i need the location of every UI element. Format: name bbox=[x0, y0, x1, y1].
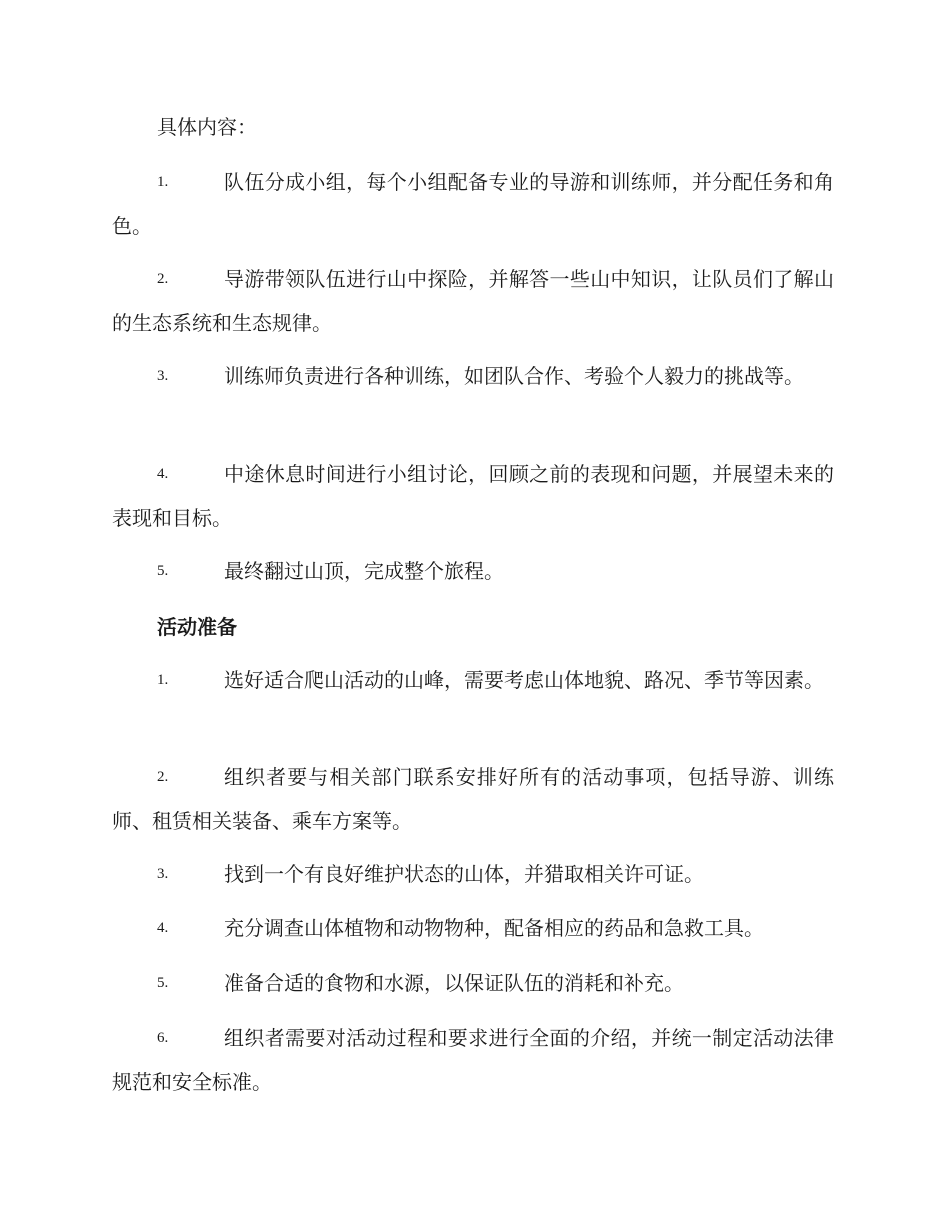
list-number: 3. bbox=[157, 866, 169, 882]
list-text: 中途休息时间进行小组讨论，回顾之前的表现和问题，并展望未来的表现和目标。 bbox=[112, 462, 834, 530]
list-number: 5. bbox=[157, 975, 169, 991]
list-text: 找到一个有良好维护状态的山体，并猎取相关许可证。 bbox=[224, 862, 704, 886]
section-heading-preparation: 活动准备 bbox=[157, 615, 237, 639]
list-item bbox=[112, 160, 834, 248]
list-number: 4. bbox=[157, 466, 169, 482]
list-item bbox=[112, 549, 834, 593]
list-item bbox=[112, 658, 834, 702]
list-item bbox=[112, 755, 834, 843]
list-number: 1. bbox=[157, 672, 169, 688]
list-text: 导游带领队伍进行山中探险，并解答一些山中知识，让队员们了解山的生态系统和生态规律。 bbox=[112, 267, 834, 335]
list-number: 2. bbox=[157, 271, 169, 287]
list-number: 4. bbox=[157, 920, 169, 936]
list-text: 组织者需要对活动过程和要求进行全面的介绍，并统一制定活动法律规范和安全标准。 bbox=[112, 1026, 834, 1094]
list-text: 准备合适的食物和水源，以保证队伍的消耗和补充。 bbox=[224, 971, 684, 995]
list-text: 充分调查山体植物和动物物种，配备相应的药品和急救工具。 bbox=[224, 916, 764, 940]
list-text: 组织者要与相关部门联系安排好所有的活动事项，包括导游、训练师、租赁相关装备、乘车方案等。 bbox=[112, 765, 834, 833]
list-item bbox=[112, 257, 834, 345]
section-heading-content: 具体内容： bbox=[157, 115, 257, 139]
list-item bbox=[112, 906, 834, 950]
list-number: 1. bbox=[157, 174, 169, 190]
list-text: 队伍分成小组，每个小组配备专业的导游和训练师，并分配任务和角色。 bbox=[112, 170, 834, 238]
list-item bbox=[112, 961, 834, 1005]
list-item bbox=[112, 452, 834, 540]
list-text: 训练师负责进行各种训练，如团队合作、考验个人毅力的挑战等。 bbox=[224, 364, 804, 388]
list-item bbox=[112, 852, 834, 896]
list-text: 选好适合爬山活动的山峰，需要考虑山体地貌、路况、季节等因素。 bbox=[224, 668, 824, 692]
list-text: 最终翻过山顶，完成整个旅程。 bbox=[224, 559, 504, 583]
list-item bbox=[112, 354, 834, 398]
list-number: 5. bbox=[157, 563, 169, 579]
list-number: 6. bbox=[157, 1030, 169, 1046]
list-number: 3. bbox=[157, 368, 169, 384]
list-item bbox=[112, 1016, 834, 1104]
list-number: 2. bbox=[157, 769, 169, 785]
